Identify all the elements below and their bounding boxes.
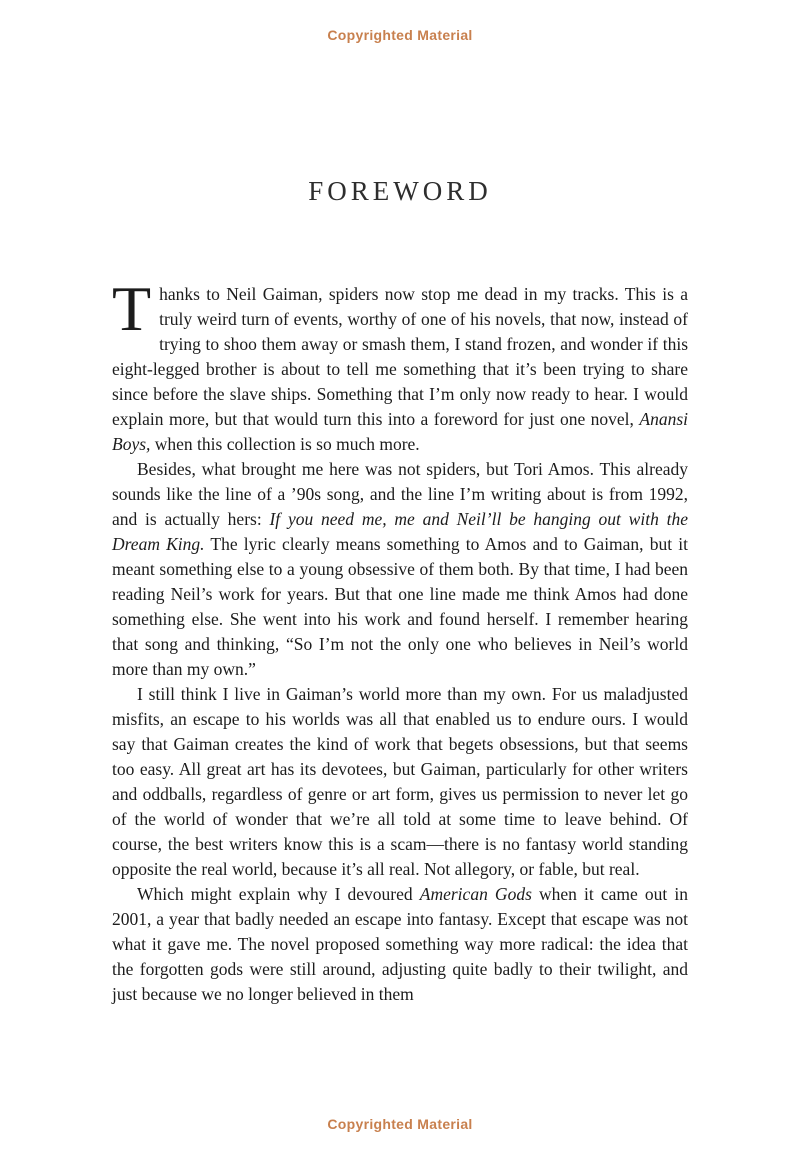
italic-text-run: Anansi Boys, [112, 409, 688, 454]
drop-cap: T [112, 273, 152, 344]
italic-text-run: American Gods [419, 884, 532, 904]
paragraph [112, 682, 688, 882]
italic-text-run: If you need me, me and Neil’ll be hanging out with the Dream King. [112, 509, 688, 554]
paragraph [112, 457, 688, 682]
text-run: Besides, what brought me here was not spiders, but Tori Amos. This already sounds like the line of a ’90s song, and the line I’m writing about is from 1992, and is actually hers: [112, 459, 688, 529]
text-run: hanks to Neil Gaiman, spiders now stop me dead in my tracks. This is a truly weird turn of events, worthy of one of his novels, that now, instead of trying to shoo them away or smash them, I stand frozen, and wonder if this eight-legged brother is about to tell me something that it’s been trying to share since before the slave ships. Something that I’m only now ready to hear. I would explain more, but that would turn this into a foreword for just one novel, [112, 284, 688, 429]
chapter-title: FOREWORD [308, 176, 492, 206]
body-text [112, 273, 688, 1007]
paragraph [112, 273, 688, 457]
text-run: when this collection is so much more. [150, 434, 420, 454]
text-run: The lyric clearly means something to Amos and to Gaiman, but it meant something else to a young obsessive of them both. By that time, I had been reading Neil’s work for years. But that one line made me think Amos had done something else. She went into his work and found herself. I remember hearing that song and thinking, “So I’m not the only one who believes in Neil’s world more than my own.” [112, 534, 688, 679]
copyright-notice-bottom: Copyrighted Material [327, 1116, 473, 1132]
copyright-notice-top: Copyrighted Material [327, 27, 473, 43]
text-run: when it came out in 2001, a year that badly needed an escape into fantasy. Except that escape was not what it gave me. The novel proposed something way more radical: the idea that the forgotten gods were still around, adjusting quite badly to their twilight, and just because we no longer believed in them [112, 884, 688, 1004]
text-run: I still think I live in Gaiman’s world more than my own. For us maladjusted misfits, an escape to his worlds was all that enabled us to endure ours. I would say that Gaiman creates the kind of work that begets obsessions, but that seems too easy. All great art has its devotees, but Gaiman, particularly for other writers and oddballs, regardless of genre or art form, gives us permission to never let go of the world of wonder that we’re all told at some time to leave behind. Of course, the best writers know this is a scam—there is no fantasy world standing opposite the real world, because it’s all real. Not allegory, or fable, but real. [112, 684, 688, 879]
paragraph [112, 882, 688, 1007]
text-run: Which might explain why I devoured [137, 884, 420, 904]
